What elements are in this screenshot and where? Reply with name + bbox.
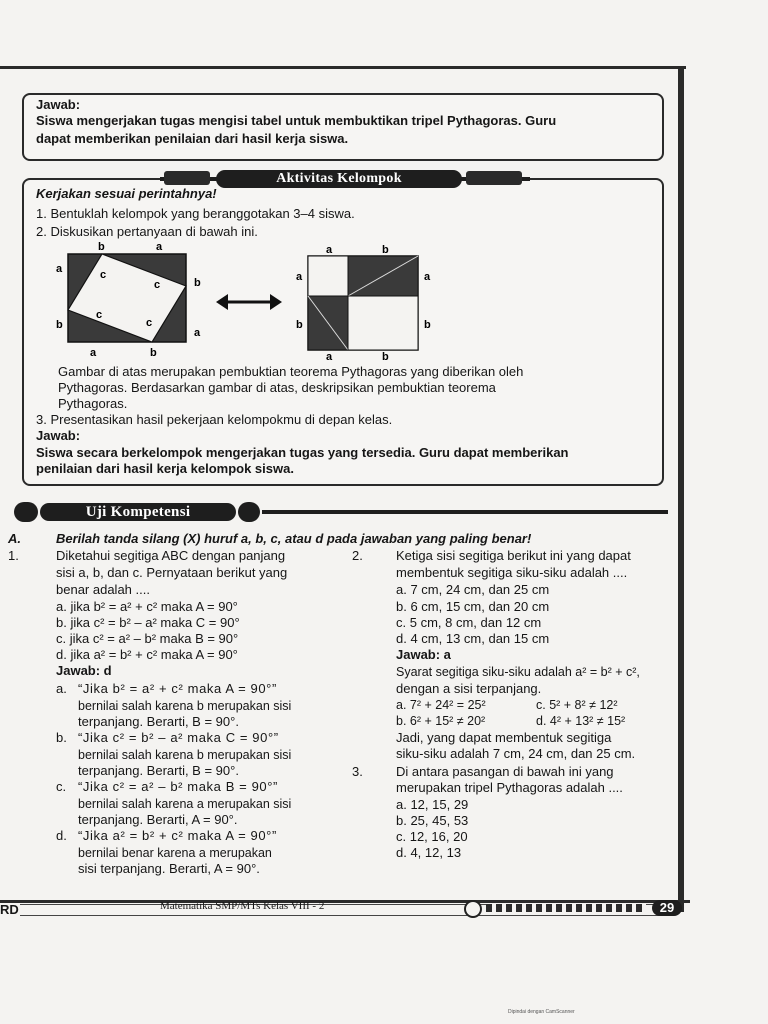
uji-banner-ornament-right bbox=[238, 502, 260, 522]
aktivitas-intro: Kerjakan sesuai perintahnya! bbox=[36, 186, 217, 201]
q1-exp-d-line2: bernilai benar karena a merupakan bbox=[78, 846, 272, 860]
q1-exp-c-line3: terpanjang. Berarti, A = 90°. bbox=[78, 812, 238, 827]
q2-conclusion-line2: siku-siku adalah 7 cm, 24 cm, dan 25 cm. bbox=[396, 746, 636, 761]
q3-stem-line1: Di antara pasangan di bawah ini yang bbox=[396, 764, 614, 779]
right-border bbox=[678, 66, 684, 912]
q1-exp-a-line3: terpanjang. Berarti, B = 90°. bbox=[78, 714, 239, 729]
fig-left-label-a-bottom: a bbox=[90, 347, 97, 359]
pythagoras-figure-left bbox=[52, 240, 212, 360]
q1-exp-c-line2: bernilai salah karena a merupakan sisi bbox=[78, 797, 292, 811]
fig-right-label-b-bottom: b bbox=[382, 351, 389, 362]
fig-left-label-a-right: a bbox=[194, 327, 201, 339]
q1-option-c: c. jika c² = a² – b² maka B = 90° bbox=[56, 631, 239, 646]
fig-left-label-b-top: b bbox=[98, 241, 105, 253]
q3-number: 3. bbox=[352, 764, 363, 779]
q3-option-c: c. 12, 16, 20 bbox=[396, 829, 468, 844]
fig-left-label-b-bottom: b bbox=[150, 347, 157, 359]
section-letter: A. bbox=[8, 531, 21, 546]
aktivitas-answer-line2: penilaian dari hasil kerja kelompok siswa. bbox=[36, 461, 294, 476]
fig-left-label-c3: c bbox=[96, 309, 103, 321]
q1-stem-line3: benar adalah .... bbox=[56, 582, 150, 597]
q3-option-a: a. 12, 15, 29 bbox=[396, 797, 469, 812]
q1-answer: Jawab: d bbox=[56, 663, 112, 678]
aktivitas-answer-line1: Siswa secara berkelompok mengerjakan tugas yang tersedia. Guru dapat memberikan bbox=[36, 445, 569, 460]
q2-stem-line1: Ketiga sisi segitiga berikut ini yang dapat bbox=[396, 548, 631, 563]
q2-conclusion-line1: Jadi, yang dapat membentuk segitiga bbox=[396, 730, 612, 745]
q2-exp-line1: Syarat segitiga siku-siku adalah a² = b² + c², bbox=[396, 665, 640, 679]
fig-left-label-a-top: a bbox=[156, 241, 163, 253]
q1-exp-c-letter: c. bbox=[56, 779, 67, 794]
q1-exp-d-line3: sisi terpanjang. Berarti, A = 90°. bbox=[78, 861, 260, 876]
footer-rule bbox=[0, 900, 690, 903]
q2-stem-line2: membentuk segitiga siku-siku adalah .... bbox=[396, 565, 628, 580]
fig-left-label-b-right: b bbox=[194, 277, 201, 289]
footer-title: Matematika SMP/MTs Kelas VIII - 2 bbox=[160, 900, 325, 912]
fig-left-label-c2: c bbox=[154, 279, 161, 291]
q1-exp-b-line3: terpanjang. Berarti, B = 90°. bbox=[78, 763, 239, 778]
fig-right-label-b-right: b bbox=[424, 319, 431, 331]
q2-answer: Jawab: a bbox=[396, 647, 451, 662]
aktivitas-desc-line3: Pythagoras. bbox=[58, 396, 128, 411]
fig-right-label-a-top: a bbox=[326, 244, 333, 256]
footer-dots-strip bbox=[486, 904, 646, 912]
q3-option-d: d. 4, 12, 13 bbox=[396, 845, 462, 860]
aktivitas-answer-label: Jawab: bbox=[36, 428, 81, 443]
q1-exp-d-line1: “Jika a² = b² + c² maka A = 90°” bbox=[78, 828, 277, 843]
q3-stem-line2: merupakan tripel Pythagoras adalah .... bbox=[396, 780, 623, 795]
uji-banner-ornament bbox=[14, 502, 38, 522]
q1-exp-c-line1: “Jika c² = a² – b² maka B = 90°” bbox=[78, 779, 278, 794]
uji-banner: Uji Kompetensi bbox=[40, 503, 236, 521]
fig-right-label-a-bottom: a bbox=[326, 351, 333, 362]
aktivitas-desc-line2: Pythagoras. Berdasarkan gambar di atas, deskripsikan pembuktian teorema bbox=[58, 380, 496, 395]
aktivitas-banner: Aktivitas Kelompok bbox=[216, 170, 462, 188]
q1-option-d: d. jika a² = b² + c² maka A = 90° bbox=[56, 647, 238, 662]
page-number: 29 bbox=[652, 900, 682, 916]
q1-stem-line1: Diketahui segitiga ABC dengan panjang bbox=[56, 548, 286, 563]
q2-exp-a: a. 7² + 24² = 25² bbox=[396, 698, 486, 712]
q2-exp-b: b. 6² + 15² ≠ 20² bbox=[396, 714, 486, 728]
aktivitas-step1: 1. Bentuklah kelompok yang beranggotakan 3–4 siswa. bbox=[36, 206, 355, 221]
q1-exp-b-line1: “Jika c² = b² – a² maka C = 90°” bbox=[78, 730, 279, 745]
fig-right-label-b-left: b bbox=[296, 319, 303, 331]
q1-exp-b-letter: b. bbox=[56, 730, 67, 745]
q2-exp-d: d. 4² + 13² ≠ 15² bbox=[536, 714, 626, 728]
q1-number: 1. bbox=[8, 548, 19, 563]
q1-exp-a-line1: “Jika b² = a² + c² maka A = 90°” bbox=[78, 681, 277, 696]
q2-exp-line2: dengan a sisi terpanjang. bbox=[396, 681, 542, 696]
q1-exp-a-line2: bernilai salah karena b merupakan sisi bbox=[78, 699, 292, 713]
q1-option-a: a. jika b² = a² + c² maka A = 90° bbox=[56, 599, 238, 614]
top-border bbox=[0, 66, 686, 69]
q1-exp-b-line2: bernilai salah karena b merupakan sisi bbox=[78, 748, 292, 762]
q2-option-a: a. 7 cm, 24 cm, dan 25 cm bbox=[396, 582, 550, 597]
fig-right-label-b-top: b bbox=[382, 244, 389, 256]
answer-label: Jawab: bbox=[36, 97, 81, 112]
answer-text-line2: dapat memberikan penilaian dari hasil kerja siswa. bbox=[36, 131, 349, 146]
scan-note: Dipindai dengan CamScanner bbox=[508, 1009, 575, 1015]
aktivitas-step3: 3. Presentasikan hasil pekerjaan kelompokmu di depan kelas. bbox=[36, 412, 393, 427]
fig-left-label-a-left: a bbox=[56, 263, 63, 275]
q2-number: 2. bbox=[352, 548, 363, 563]
q1-stem-line2: sisi a, b, dan c. Pernyataan berikut yang bbox=[56, 565, 288, 580]
q1-exp-d-letter: d. bbox=[56, 828, 67, 843]
footer-left-mark: RD bbox=[0, 902, 19, 917]
section-instruction: Berilah tanda silang (X) huruf a, b, c, atau d pada jawaban yang paling benar! bbox=[56, 531, 532, 546]
footer-circle-icon bbox=[464, 900, 482, 918]
fig-right-label-a-left: a bbox=[296, 271, 303, 283]
q1-option-b: b. jika c² = b² – a² maka C = 90° bbox=[56, 615, 240, 630]
aktivitas-step2: 2. Diskusikan pertanyaan di bawah ini. bbox=[36, 224, 258, 239]
q2-option-d: d. 4 cm, 13 cm, dan 15 cm bbox=[396, 631, 550, 646]
fig-left-label-b-left: b bbox=[56, 319, 63, 331]
aktivitas-banner-ornament-left bbox=[164, 171, 210, 185]
aktivitas-banner-ornament-right bbox=[466, 171, 522, 185]
fig-left-label-c1: c bbox=[100, 269, 107, 281]
aktivitas-desc-line1: Gambar di atas merupakan pembuktian teorema Pythagoras yang diberikan oleh bbox=[58, 364, 524, 379]
fig-right-label-a-right: a bbox=[424, 271, 431, 283]
q2-option-c: c. 5 cm, 8 cm, dan 12 cm bbox=[396, 615, 542, 630]
pythagoras-figure-right bbox=[290, 244, 440, 362]
uji-rule bbox=[262, 510, 668, 514]
double-arrow-icon bbox=[214, 290, 284, 314]
answer-text-line1: Siswa mengerjakan tugas mengisi tabel untuk membuktikan tripel Pythagoras. Guru bbox=[36, 113, 557, 128]
q2-exp-c: c. 5² + 8² ≠ 12² bbox=[536, 698, 618, 712]
q3-option-b: b. 25, 45, 53 bbox=[396, 813, 469, 828]
q2-option-b: b. 6 cm, 15 cm, dan 20 cm bbox=[396, 599, 550, 614]
q1-exp-a-letter: a. bbox=[56, 681, 67, 696]
fig-left-label-c4: c bbox=[146, 317, 153, 329]
